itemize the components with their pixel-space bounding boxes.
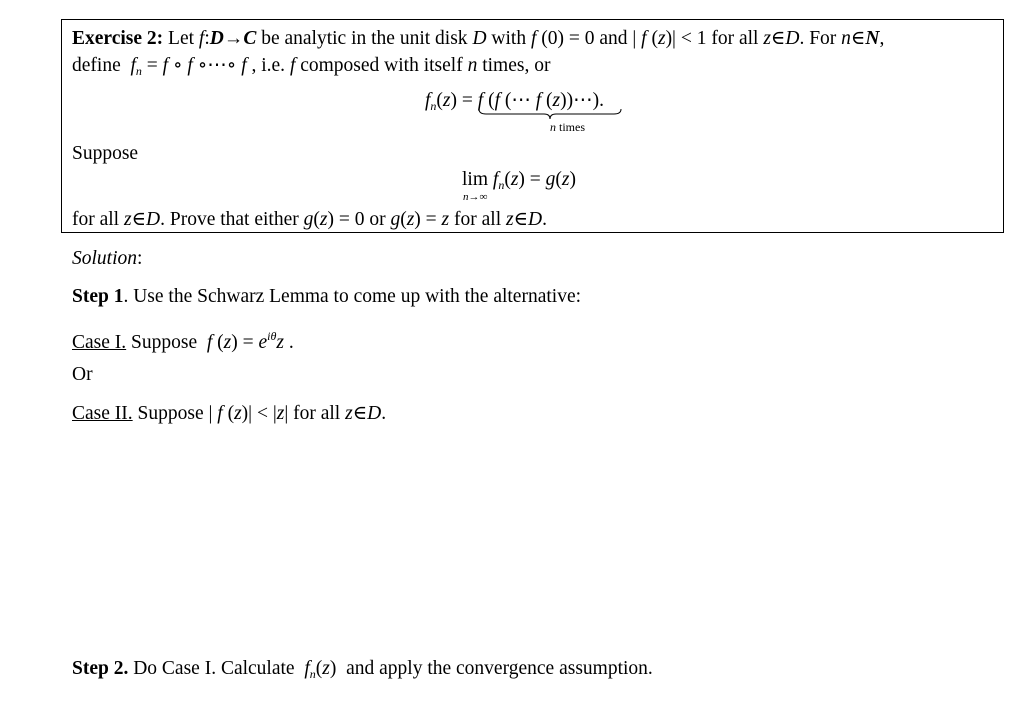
solution-label: Solution: [72,248,143,269]
case-1: Case I. Suppose f $(z) = e^{i\theta}z$ . [72,329,294,353]
exercise-conclusion: for all z∈D. Prove that either g(z) = 0 or g(z) = z for all z∈D. [72,209,547,230]
exercise-box [61,19,1004,233]
step-1-label: Step 1 [72,286,124,307]
case-2: Case II. Suppose | f (z)| < |z| for all z∈D. [72,403,387,424]
case-2-label: Case II. [72,403,133,424]
underbraced-expression: f (f (⋯ f (z))⋯) [478,88,599,112]
step-1 [72,285,581,309]
brace-label: n times [550,120,585,134]
step-2: Step 2. Do Case I. Calculate $f_n(z)$ and apply the convergence assumption. [72,658,653,681]
or-text: Or [72,364,93,385]
underbrace-icon [478,108,622,120]
suppose-text: Suppose [72,143,139,164]
step-1-text: . Use the Schwarz Lemma to come up with the alternative: [123,286,582,307]
exercise-line-1: Exercise 2: Let f:D→C be analytic in the unit disk D with f (0) = 0 and | f (z)| < 1 for all z∈D. For n∈N, [72,28,885,49]
case-1-label: Case I. [72,332,127,353]
limit-subscript: n→∞ [463,191,488,203]
equation-composition: $f_n(z) = f$ (f (⋯ f (z))⋯) . [425,88,604,114]
exercise-line-2: define $f_n = f$ ∘ f ∘⋯∘ f , i.e. f composed with itself n times, or [72,55,551,78]
exercise-label: Exercise 2: [72,28,164,49]
step-2-label: Step 2. [72,658,129,679]
equation-limit: $\lim f_n(z) = g(z)$ [462,169,576,192]
